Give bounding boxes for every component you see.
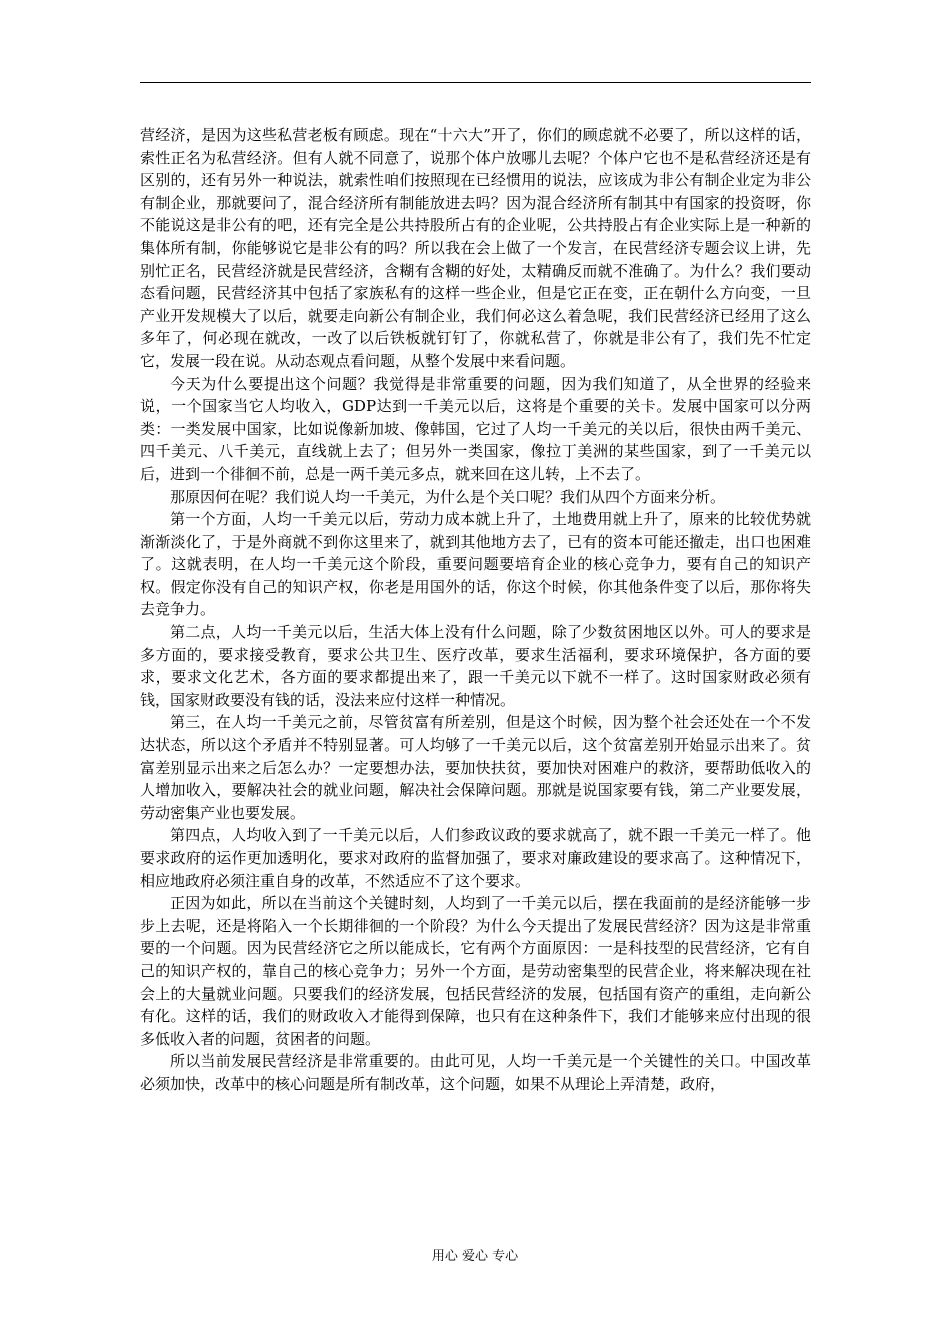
paragraph-6: 第三，在人均一千美元之前，尽管贫富有所差别，但是这个时候，因为整个社会还处在一个不发达状态，所以这个矛盾并不特别显著。可人均够了一千美元以后，这个贫富差别开始显示出来了。贫富差别显示出来之后怎么办？一定要想办法，要加快扶贫，要加快对困难户的救济，要帮助低收入的人增加收入，要解决社会的就业问题，解决社会保障问题。那就是说国家要有钱，第二产业要发展，劳动密集产业也要发展。 (140, 713, 811, 822)
paragraph-9: 所以当前发展民营经济是非常重要的。由此可见，人均一千美元是一个关键性的关口。中国改革必须加快，改革中的核心问题是所有制改革，这个问题，如果不从理论上弄清楚，政府， (140, 1052, 811, 1093)
paragraph-3: 那原因何在呢？我们说人均一千美元，为什么是个关口呢？我们从四个方面来分析。 (170, 487, 726, 506)
paragraph-1: 营经济，是因为这些私营老板有顾虑。现在“十六大”开了，你们的顾虑就不必要了，所以这样的话，索性正名为私营经济。但有人就不同意了，说那个体户放哪儿去呢？个体户它也不是私营经济还是有区别的，还有另外一种说法，就索性咱们按照现在已经惯用的说法，应该成为非公有制企业定为非公有制企业，那就要问了，混合经济所有制能放进去吗？因为混合经济所有制其中有国家的投资呀，你不能说这是非公有的吧，还有完全是公共持股所占有的企业呢，公共持股占有企业实际上是一种新的集体所有制，你能够说它是非公有的吗？所以我在会上做了一个发言，在民营经济专题会议上讲，先别忙正名，民营经济就是民营经济，含糊有含糊的好处，太精确反而就不准确了。为什么？我们要动态看问题，民营经济其中包括了家族私有的这样一些企业，但是它正在变，正在朝什么方向变，一旦产业开发规模大了以后，就要走向新公有制企业，我们何必这么着急呢，我们民营经济已经用了这么多年了，何必现在就改，一改了以后铁板就钉钉了，你就私营了，你就是非公有了，我们先不忙定它，发展一段在说。从动态观点看问题，从整个发展中来看问题。 (140, 126, 811, 370)
paragraph-4: 第一个方面，人均一千美元以后，劳动力成本就上升了，土地费用就上升了，原来的比较优势就渐渐淡化了，于是外商就不到你这里来了，就到其他地方去了，已有的资本可能还撤走，出口也困难了。这就表明，在人均一千美元这个阶段，重要问题要培育企业的核心竞争力，要有自己的知识产权。假定你没有自己的知识产权，你老是用国外的话，你这个时候，你其他条件变了以后，那你将失去竞争力。 (140, 510, 811, 619)
paragraph-2: 今天为什么要提出这个问题？我觉得是非常重要的问题，因为我们知道了，从全世界的经验来说，一个国家当它人均收入，GDP达到一千美元以后，这将是个重要的关卡。发展中国家可以分两类：一类发展中国家，比如说像新加坡、像韩国，它过了人均一千美元的关以后，很快由两千美元、四千美元、八千美元，直线就上去了；但另外一类国家，像拉丁美洲的某些国家，到了一千美元以后，进到一个徘徊不前，总是一两千美元多点，就来回在这儿转，上不去了。 (140, 374, 811, 483)
paragraph-5: 第二点，人均一千美元以后，生活大体上没有什么问题，除了少数贫困地区以外。可人的要求是多方面的，要求接受教育，要求公共卫生、医疗改革，要求生活福利，要求环境保护，各方面的要求，要求文化艺术，各方面的要求都提出来了，跟一千美元以下就不一样了。这时国家财政必须有钱，国家财政要没有钱的话，没法来应付这样一种情况。 (140, 623, 811, 709)
header-rule (140, 82, 811, 83)
paragraph-7: 第四点，人均收入到了一千美元以后，人们参政议政的要求就高了，就不跟一千美元一样了。他要求政府的运作更加透明化，要求对政府的监督加强了，要求对廉政建设的要求高了。这种情况下，相应地政府必须注重自身的改革，不然适应不了这个要求。 (140, 826, 811, 890)
page-footer: 用心 爱心 专心 (431, 1249, 519, 1264)
body-text (140, 124, 811, 1096)
paragraph-8: 正因为如此，所以在当前这个关键时刻，人均到了一千美元以后，摆在我面前的是经济能够一步步上去呢，还是将陷入一个长期徘徊的一个阶段？为什么今天提出了发展民营经济？因为这是非常重要的一个问题。因为民营经济它之所以能成长，它有两个方面原因：一是科技型的民营经济，它有自己的知识产权的，靠自己的核心竞争力；另外一个方面，是劳动密集型的民营企业，将来解决现在社会上的大量就业问题。只要我们的经济发展，包括民营经济的发展，包括国有资产的重组，走向新公有化。这样的话，我们的财政收入才能得到保障，也只有在这种条件下，我们才能够来应付出现的很多低收入者的问题，贫困者的问题。 (140, 894, 811, 1048)
